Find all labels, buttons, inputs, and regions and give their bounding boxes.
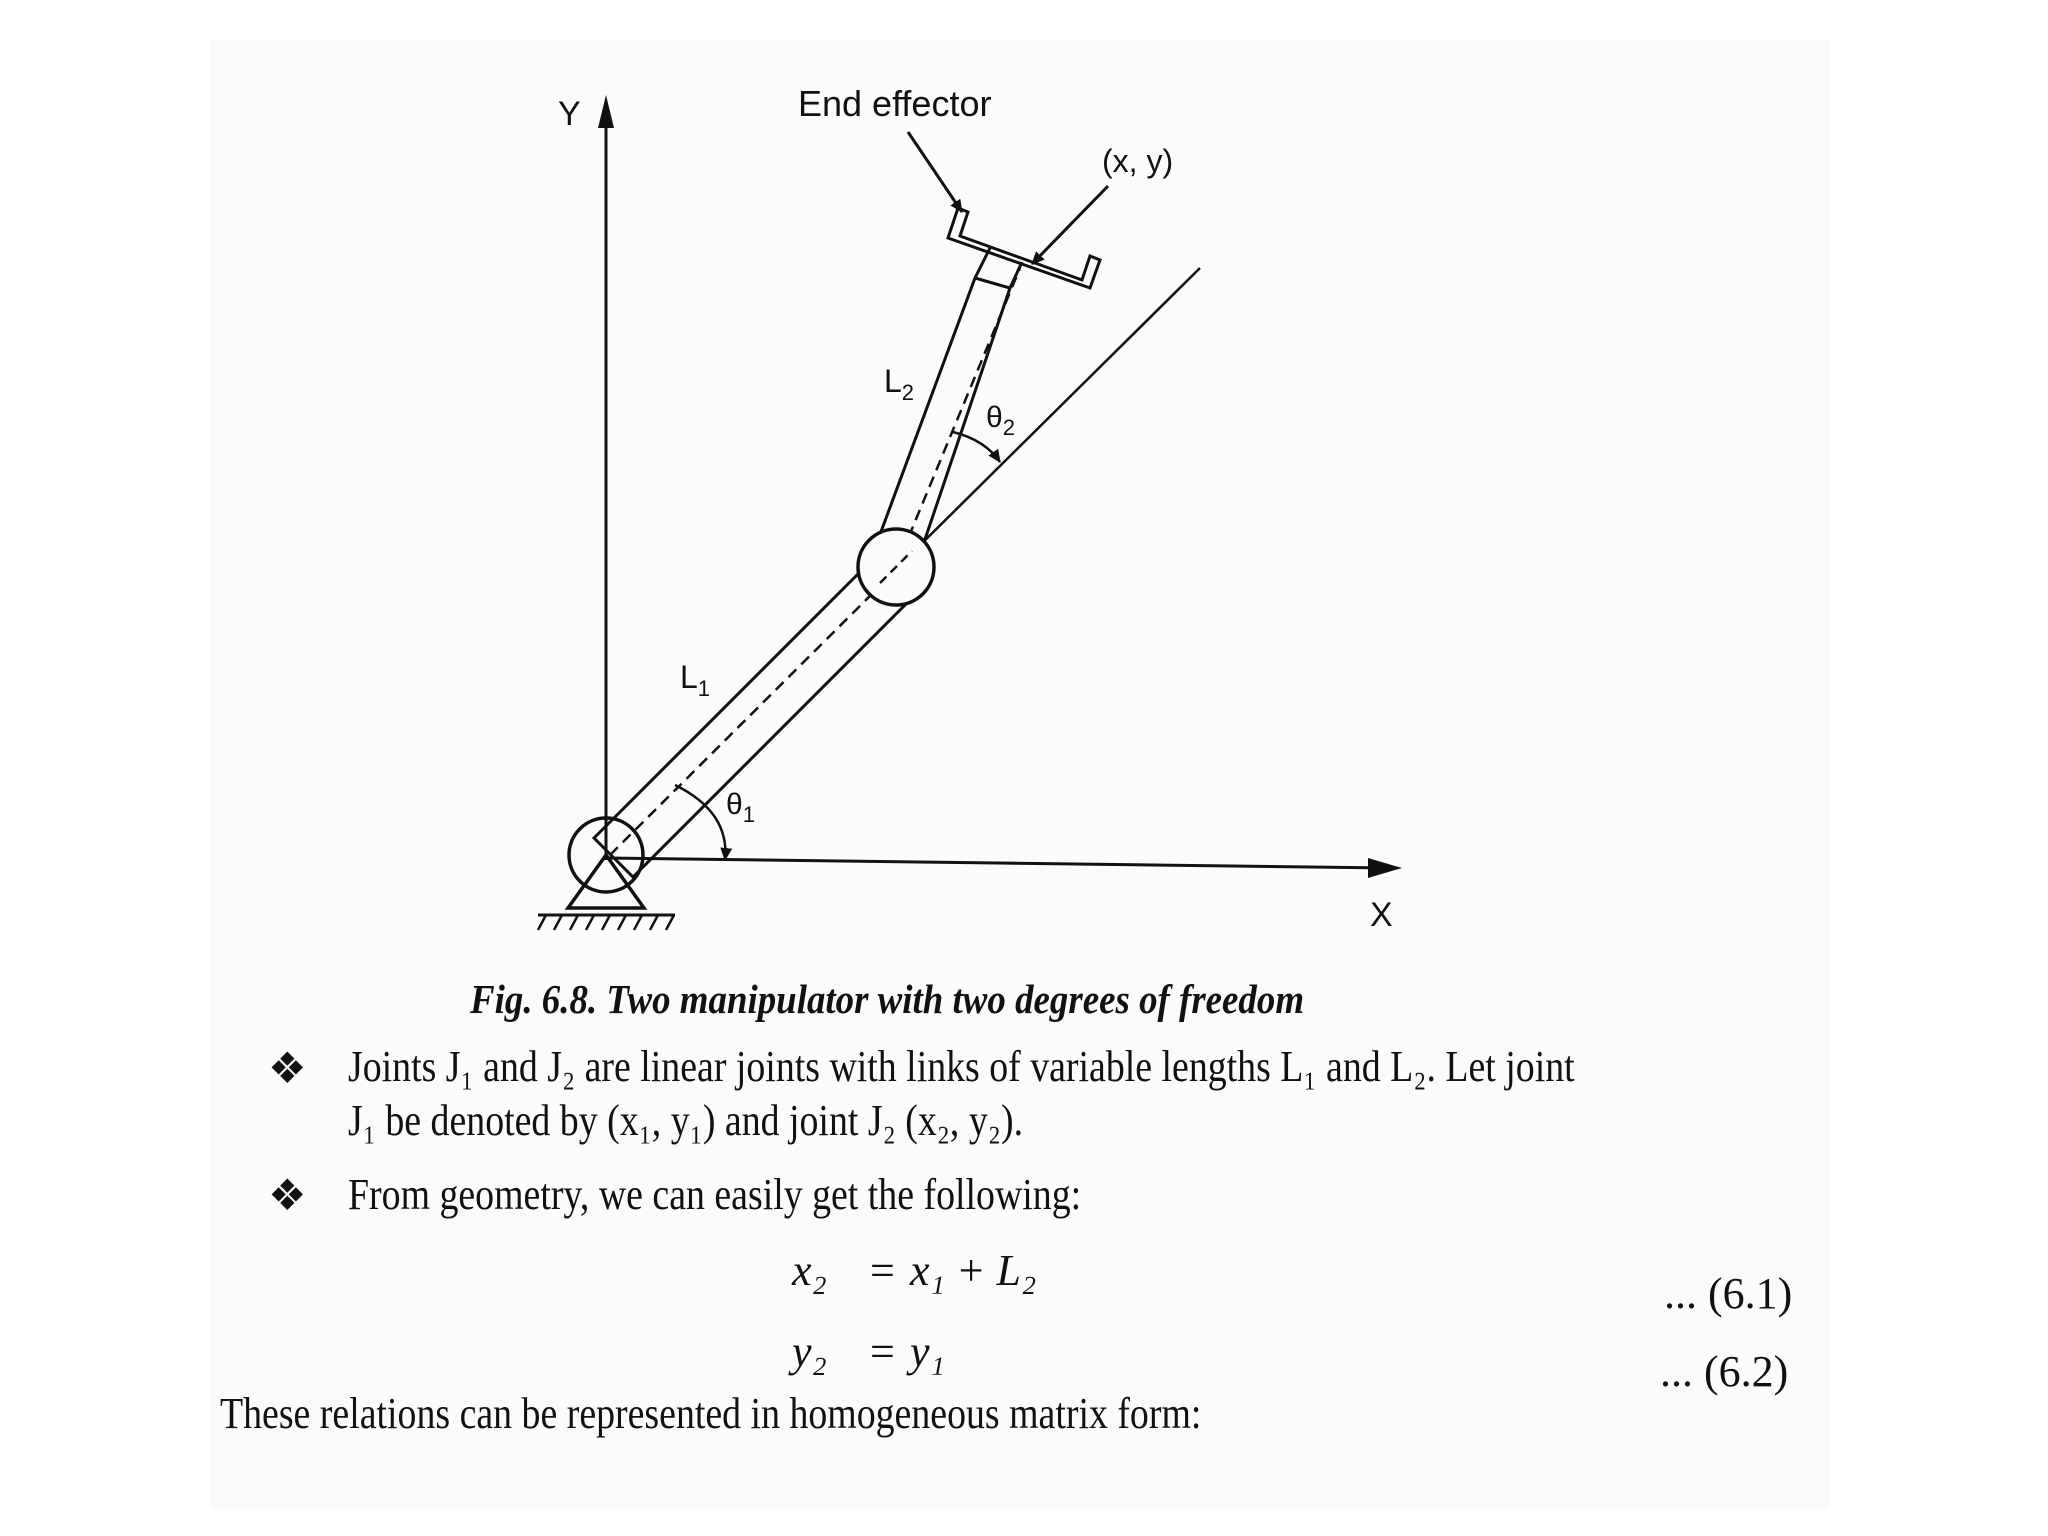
x-axis-arrowhead (1368, 858, 1402, 878)
y-axis-arrowhead (598, 95, 614, 128)
link-1 (594, 566, 905, 877)
link-1-label: $L_1$ (680, 659, 711, 701)
theta1-arc (675, 785, 725, 860)
equation-2-lhs: y₂ (792, 1327, 827, 1376)
end-effector-gripper (948, 208, 1100, 288)
point-leader (1032, 186, 1108, 264)
figure-caption: Fig. 6.8. Two manipulator with two degrees of freedom (470, 976, 1305, 1022)
bullet-2-line-1: From geometry, we can easily get the following: (348, 1170, 1082, 1219)
bullet-marker: ❖ (268, 1046, 307, 1093)
x-axis-label: X (1370, 896, 1393, 934)
y-axis-label: Y (558, 95, 581, 133)
link-2-label: $L_2$ (884, 363, 915, 405)
theta1-label: $\theta_1$ (726, 788, 755, 827)
equation-1-rhs: x₁ + L₂ (910, 1246, 1037, 1295)
equation-2-equals: = (870, 1327, 895, 1376)
x-axis (606, 858, 1390, 868)
equation-2-rhs: y₁ (910, 1327, 945, 1376)
end-effector-leader (908, 132, 962, 212)
equation-2-number: ... (6.2) (1660, 1347, 1789, 1396)
end-effector-label: End effector (798, 83, 992, 124)
point-label: (x, y) (1102, 143, 1174, 179)
bullet-1-line-2: J₁ be denoted by (x₁, y₁) and joint J₂ (x₂, y₂). (348, 1096, 1024, 1145)
ground-hatching (538, 915, 674, 930)
bullet-marker: ❖ (268, 1173, 307, 1220)
closing-paragraph: These relations can be represented in homogeneous matrix form: (220, 1389, 1202, 1438)
equation-1-number: ... (6.1) (1664, 1269, 1793, 1318)
theta2-label: $\theta_2$ (986, 401, 1015, 440)
link-1-extension (900, 268, 1200, 565)
bullet-1-line-1: Joints J₁ and J₂ are linear joints with links of variable lengths L₁ and L₂. Let joint (348, 1042, 1575, 1091)
equation-1-equals: = (870, 1246, 895, 1295)
equation-1-lhs: x₂ (792, 1246, 827, 1295)
